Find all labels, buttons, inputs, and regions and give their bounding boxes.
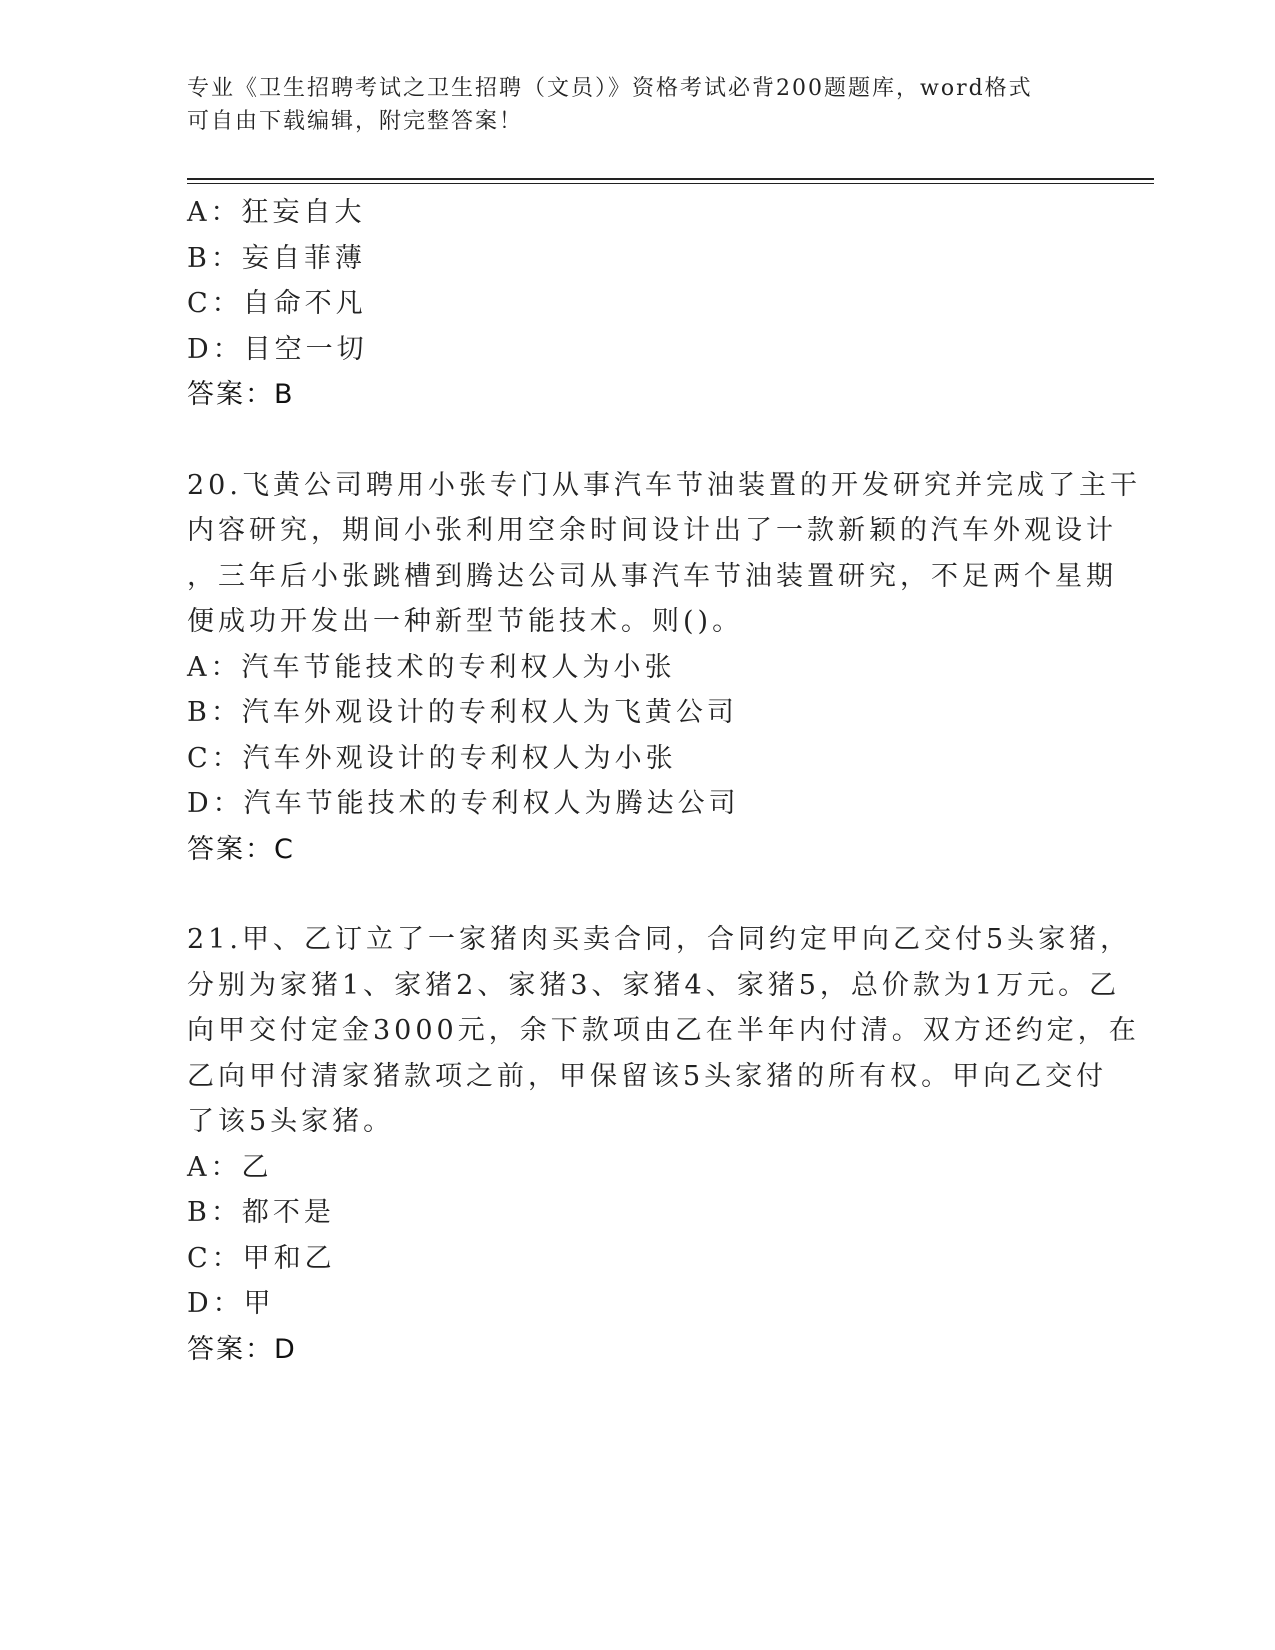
header-divider-thin <box>187 183 1154 184</box>
answer-line: 答案：B <box>187 379 295 410</box>
header-divider-thick <box>187 178 1154 180</box>
document-header <box>187 72 1067 138</box>
option-d: D：甲 <box>187 1288 275 1319</box>
header-line-1: 专业《卫生招聘考试之卫生招聘（文员）》资格考试必背200题题库，word格式 <box>187 76 1033 101</box>
option-a: A：狂妄自大 <box>187 197 366 228</box>
option-a: A：汽车节能技术的专利权人为小张 <box>187 651 676 683</box>
option-c: C：自命不凡 <box>187 288 367 319</box>
option-d: D：汽车节能技术的专利权人为腾达公司 <box>187 788 740 819</box>
question-stem-line: 乙向甲付清家猪款项之前，甲保留该5头家猪的所有权。甲向乙交付 <box>187 1060 1108 1092</box>
option-b: B：妄自菲薄 <box>187 242 366 274</box>
header-line-2: 可自由下载编辑，附完整答案！ <box>187 109 524 134</box>
answer-line: 答案：C <box>187 833 295 865</box>
question-stem-line: ，三年后小张跳槽到腾达公司从事汽车节油装置研究，不足两个星期 <box>187 560 1117 592</box>
question-stem-line: 20.飞黄公司聘用小张专门从事汽车节油装置的开发研究并完成了主干 <box>187 469 1141 501</box>
document-body <box>187 190 1141 1372</box>
question-stem-line: 21.甲、乙订立了一家猪肉买卖合同，合同约定甲向乙交付5头家猪， <box>187 924 1132 955</box>
option-b: B：汽车外观设计的专利权人为飞黄公司 <box>187 697 738 728</box>
question-20 <box>187 463 1141 873</box>
question-stem-line: 内容研究，期间小张利用空余时间设计出了一款新颖的汽车外观设计 <box>187 515 1117 546</box>
option-b: B：都不是 <box>187 1197 335 1228</box>
question-stem-line: 分别为家猪1、家猪2、家猪3、家猪4、家猪5，总价款为1万元。乙 <box>187 969 1121 1001</box>
question-stem-line: 便成功开发出一种新型节能技术。则()。 <box>187 606 744 637</box>
question-19 <box>187 190 1087 418</box>
question-stem-line: 向甲交付定金3000元，余下款项由乙在半年内付清。双方还约定，在 <box>187 1015 1140 1046</box>
option-d: D：目空一切 <box>187 333 368 365</box>
question-21 <box>187 917 1140 1372</box>
option-a: A：乙 <box>187 1151 273 1183</box>
option-c: C：甲和乙 <box>187 1242 336 1274</box>
question-stem-line: 了该5头家猪。 <box>187 1106 395 1137</box>
answer-line: 答案：D <box>187 1333 297 1365</box>
option-c: C：汽车外观设计的专利权人为小张 <box>187 742 677 774</box>
